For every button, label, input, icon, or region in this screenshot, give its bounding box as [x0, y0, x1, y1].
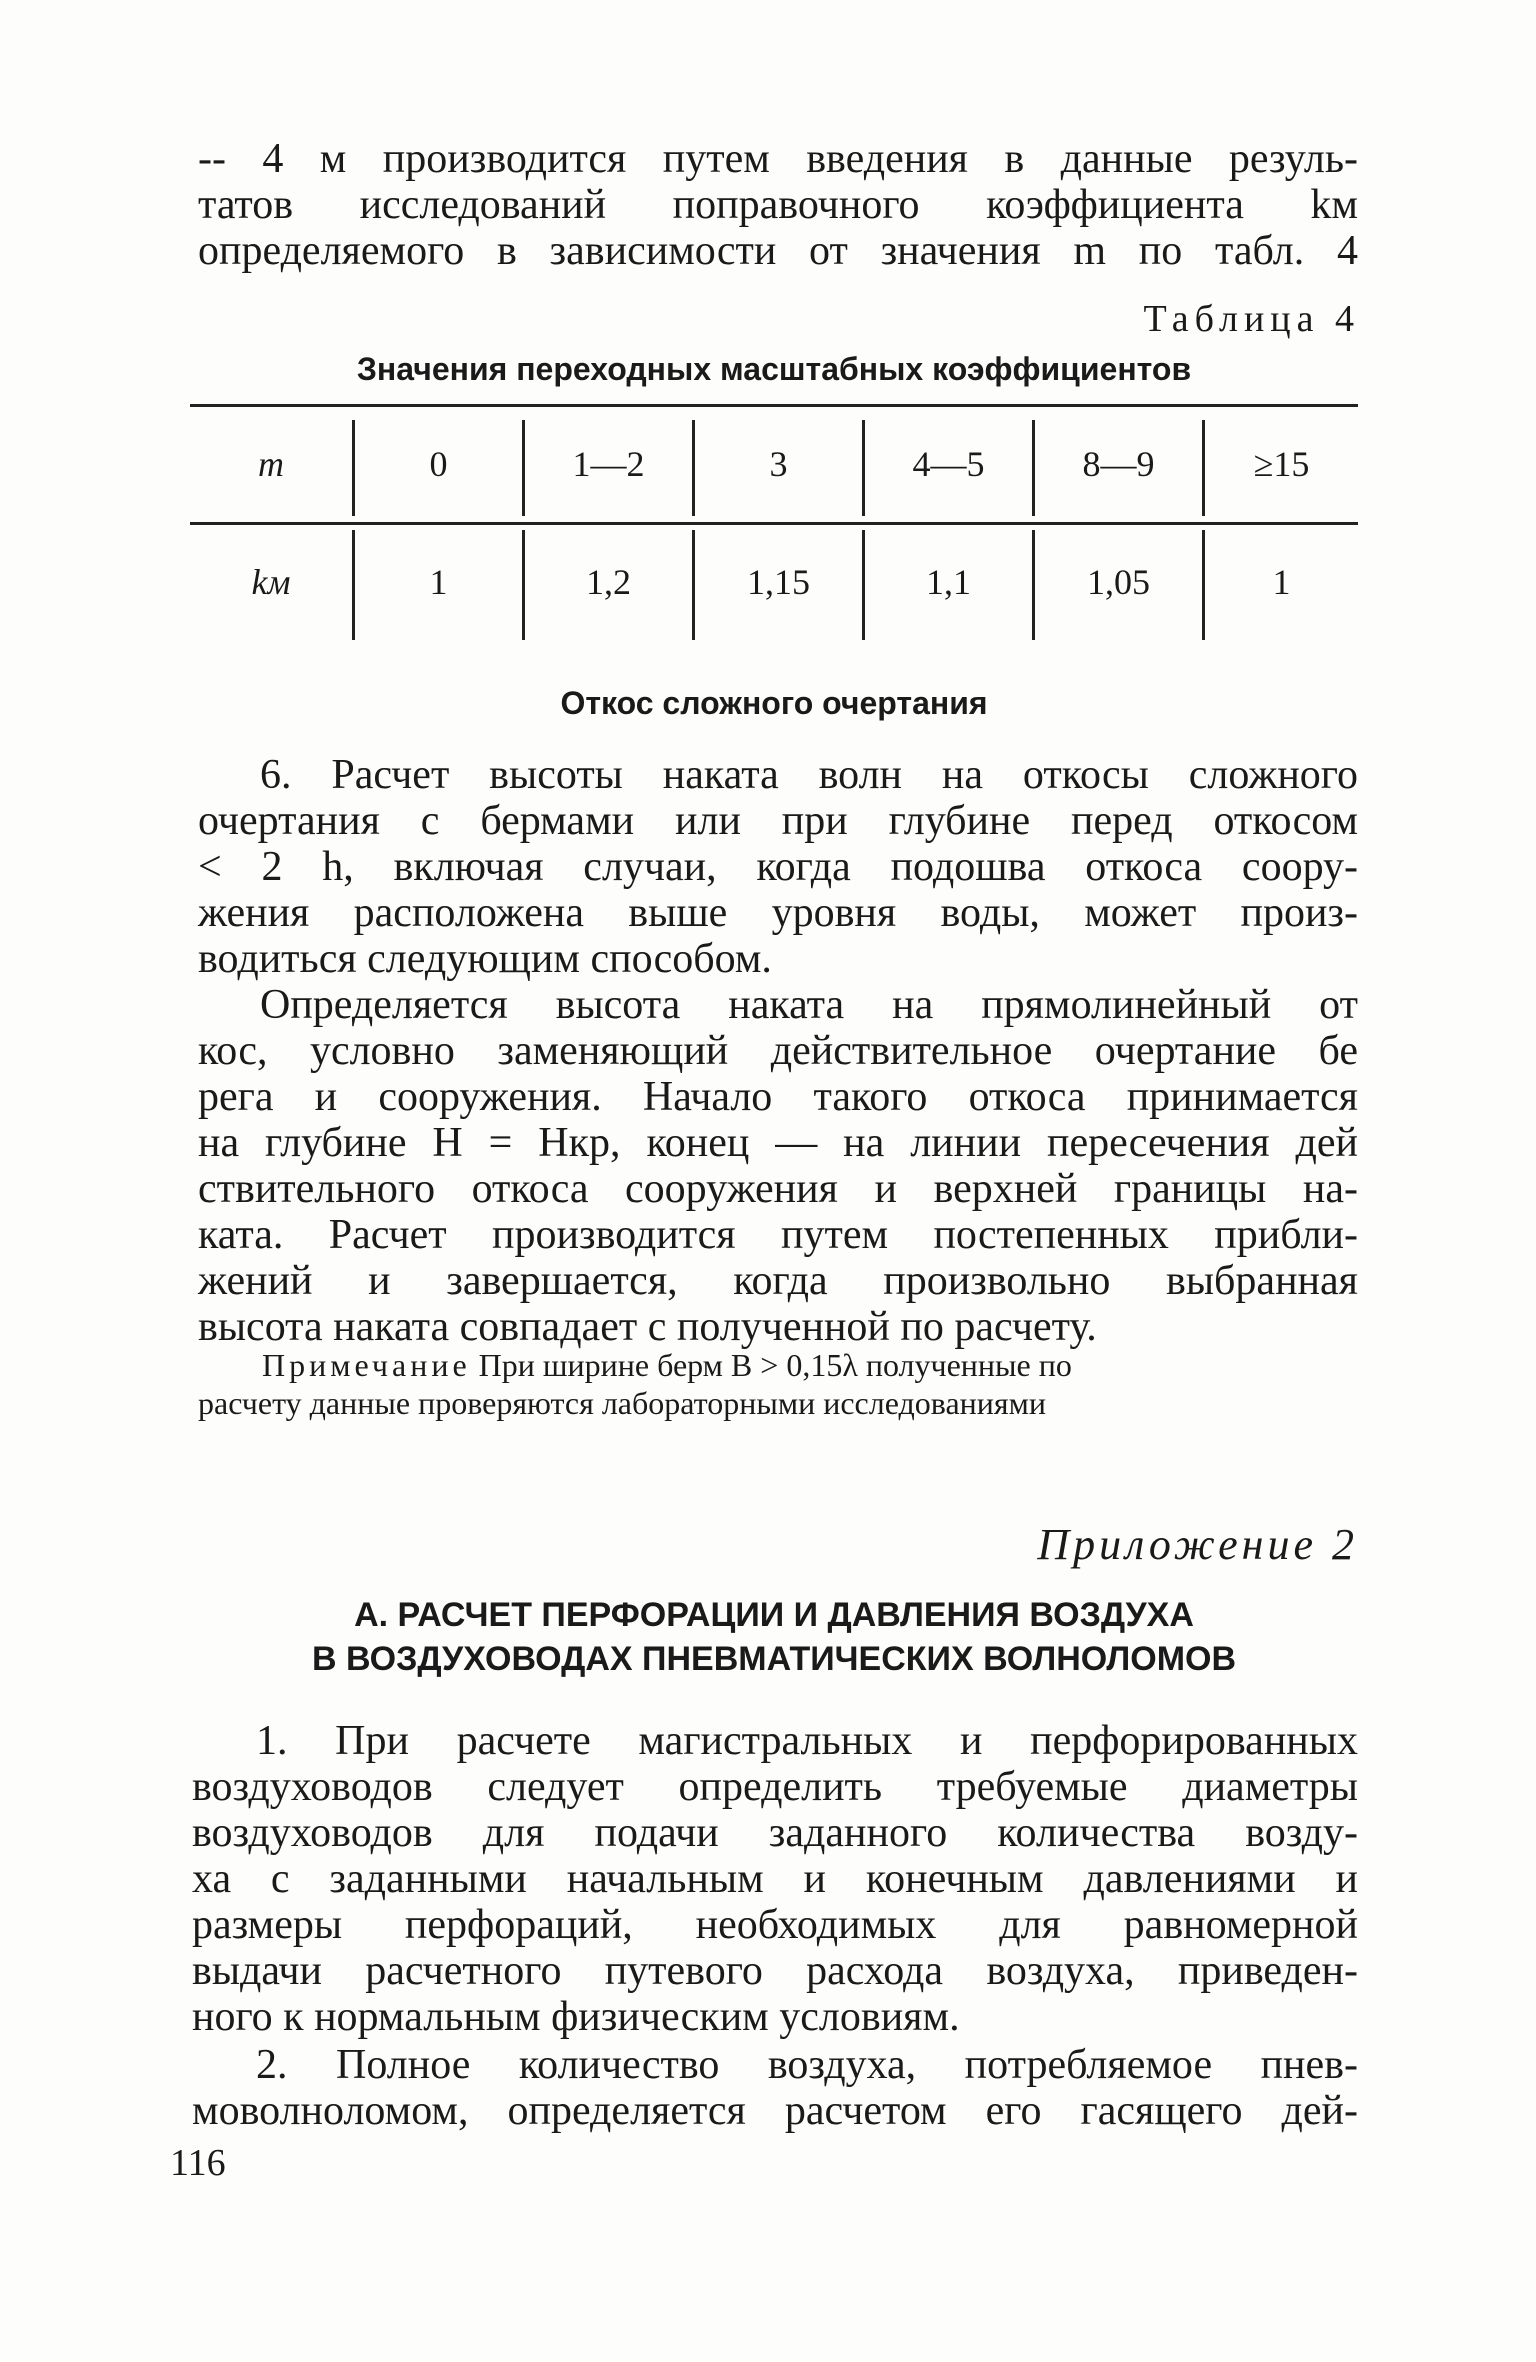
table-cell-m: ≥15 — [1253, 444, 1310, 484]
intro-line-3: определяемого в зависимости от значения m по табл. 4 — [198, 228, 1358, 274]
appendix-para1-line-1: 1. При расчете магистральных и перфорированных — [256, 1718, 1358, 1764]
appendix-label: Приложение 2 — [1037, 1520, 1358, 1569]
table-row-label-k: kм — [251, 562, 291, 602]
table-cell-k: 1,2 — [586, 562, 631, 602]
para7-line-6: ката. Расчет производится путем постепенных прибли- — [198, 1212, 1358, 1258]
appendix-para1-line-2: воздуховодов следует определить требуемые диаметры — [192, 1764, 1358, 1810]
appendix-para1-line-5: размеры перфораций, необходимых для равномерной — [192, 1902, 1358, 1948]
intro-line-1: -- 4 м производится путем введения в данные резуль- — [198, 136, 1358, 182]
para6-line-2: очертания с бермами или при глубине перед откосом — [198, 798, 1358, 844]
para6-line-3: < 2 h, включая случаи, когда подошва откоса соору- — [198, 844, 1358, 890]
appendix-para1-line-3: воздуховодов для подачи заданного количества возду- — [192, 1810, 1358, 1856]
section-heading-complex-slope: Откос сложного очертания — [560, 685, 988, 721]
note-line-1-text: При ширине берм B > 0,15λ полученные по — [478, 1347, 1072, 1383]
para6-line-5: водиться следующим способом. — [198, 936, 772, 982]
table-cell-k: 1,1 — [926, 562, 971, 602]
appendix-title-line-2: В ВОЗДУХОВОДАХ ПНЕВМАТИЧЕСКИХ ВОЛНОЛОМОВ — [311, 1640, 1237, 1678]
para7-line-3: рега и сооружения. Начало такого откоса принимается — [198, 1074, 1358, 1120]
para7-line-7: жений и завершается, когда произвольно выбранная — [198, 1258, 1358, 1304]
intro-line-2: татов исследований поправочного коэффициента kм — [198, 182, 1358, 228]
table-cell-m: 8—9 — [1082, 444, 1155, 484]
appendix-para2-line-1: 2. Полное количество воздуха, потребляемое пнев- — [256, 2042, 1358, 2088]
note-lead: Примечание — [262, 1347, 471, 1383]
para7-line-1: Определяется высота наката на прямолинейный от — [260, 982, 1358, 1028]
appendix-para2-line-2: моволноломом, определяется расчетом его гасящего дей- — [192, 2088, 1358, 2134]
table-cell-k: 1,15 — [747, 562, 810, 602]
table-cell-m: 0 — [429, 444, 448, 484]
table-top-rule — [190, 404, 1358, 407]
table-number-label: Таблица 4 — [1143, 298, 1360, 340]
para6-line-1: 6. Расчет высоты наката волн на откосы сложного — [260, 752, 1358, 798]
table-row-label-m: m — [258, 444, 284, 484]
note-line-2: расчету данные проверяются лабораторными исследованиями — [198, 1385, 1046, 1421]
table-cell-k: 1 — [429, 562, 448, 602]
appendix-title-line-1: А. РАСЧЕТ ПЕРФОРАЦИИ И ДАВЛЕНИЯ ВОЗДУХА — [354, 1596, 1194, 1634]
appendix-para1-line-4: ха с заданными начальным и конечным давлениями и — [192, 1856, 1358, 1902]
table-middle-rule — [190, 522, 1358, 525]
note-line-1 — [262, 1346, 1358, 1384]
para7-line-4: на глубине H = Hкр, конец — на линии пересечения дей — [198, 1120, 1358, 1166]
appendix-para1-line-6: выдачи расчетного путевого расхода воздуха, приведен- — [192, 1948, 1358, 1994]
table-cell-m: 1—2 — [572, 444, 645, 484]
page-number: 116 — [170, 2142, 226, 2184]
para6-line-4: жения расположена выше уровня воды, может произ- — [198, 890, 1358, 936]
para7-line-8: высота наката совпадает с полученной по расчету. — [198, 1304, 1097, 1350]
table-cell-k: 1,05 — [1087, 562, 1150, 602]
table-cell-k: 1 — [1272, 562, 1291, 602]
table-title: Значения переходных масштабных коэффициентов — [356, 351, 1192, 387]
para7-line-2: кос, условно заменяющий действительное очертание бе — [198, 1028, 1358, 1074]
table-cell-m: 4—5 — [912, 444, 985, 484]
para7-line-5: ствительного откоса сооружения и верхней границы на- — [198, 1166, 1358, 1212]
appendix-para1-line-7: ного к нормальным физическим условиям. — [192, 1994, 960, 2040]
table-cell-m: 3 — [769, 444, 788, 484]
